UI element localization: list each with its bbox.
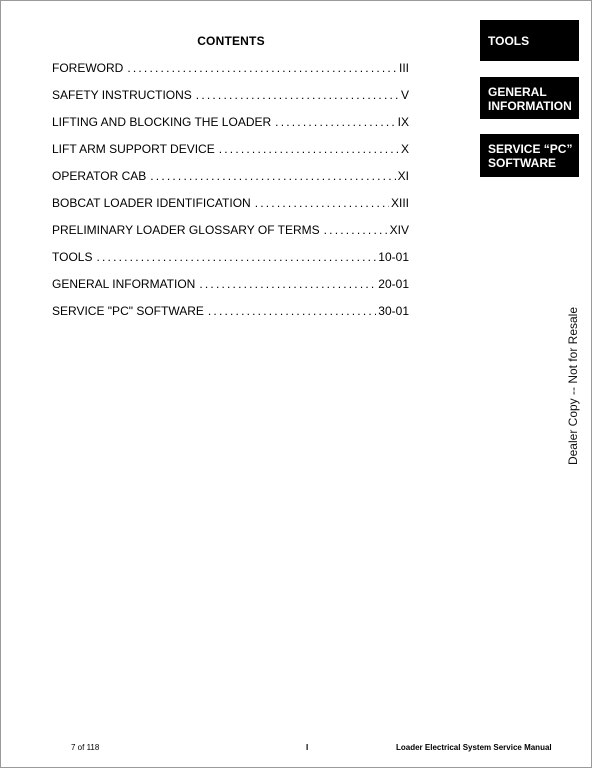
section-tab-service-pc-software[interactable] <box>480 134 579 177</box>
toc-entry-label: OPERATOR CAB <box>52 169 147 183</box>
toc-entry-tools[interactable] <box>52 250 409 277</box>
toc-entry-page: III <box>398 61 409 75</box>
table-of-contents <box>52 61 409 331</box>
toc-entry-operator-cab[interactable] <box>52 169 409 196</box>
toc-entry-page: X <box>400 142 409 156</box>
toc-entry-page: XI <box>397 169 409 183</box>
toc-leader-dots <box>150 169 395 183</box>
section-tab-label-line2: INFORMATION <box>488 99 572 113</box>
toc-entry-page: V <box>400 88 409 102</box>
section-tab-label-line2: SOFTWARE <box>488 156 556 170</box>
toc-leader-dots <box>196 88 399 102</box>
toc-entry-glossary[interactable] <box>52 223 409 250</box>
toc-entry-foreword[interactable] <box>52 61 409 88</box>
toc-leader-dots <box>199 277 376 291</box>
toc-entry-safety-instructions[interactable] <box>52 88 409 115</box>
footer-page-count: 7 of 118 <box>71 743 100 752</box>
footer-page-number: I <box>306 743 309 752</box>
toc-leader-dots <box>275 115 395 129</box>
toc-entry-label: SERVICE "PC" SOFTWARE <box>52 304 204 318</box>
toc-entry-general-information[interactable] <box>52 277 409 304</box>
toc-entry-label: GENERAL INFORMATION <box>52 277 196 291</box>
toc-entry-label: LIFT ARM SUPPORT DEVICE <box>52 142 215 156</box>
toc-leader-dots <box>255 196 389 210</box>
contents-title: CONTENTS <box>197 34 265 48</box>
toc-entry-page: 20-01 <box>378 277 409 291</box>
footer-manual-title: Loader Electrical System Service Manual <box>396 743 552 752</box>
toc-entry-lift-arm-support[interactable] <box>52 142 409 169</box>
toc-entry-label: BOBCAT LOADER IDENTIFICATION <box>52 196 251 210</box>
toc-leader-dots <box>208 304 376 318</box>
toc-entry-page: XIII <box>390 196 409 210</box>
toc-entry-label: TOOLS <box>52 250 93 264</box>
dealer-copy-watermark: Dealer Copy -- Not for Resale <box>566 306 580 466</box>
toc-entry-label: PRELIMINARY LOADER GLOSSARY OF TERMS <box>52 223 320 237</box>
toc-entry-page: IX <box>397 115 409 129</box>
toc-leader-dots <box>324 223 388 237</box>
section-tab-label: TOOLS <box>488 34 530 48</box>
toc-entry-page: 10-01 <box>378 250 409 264</box>
toc-entry-loader-identification[interactable] <box>52 196 409 223</box>
section-tab-label-line1: SERVICE “PC” <box>488 142 573 156</box>
toc-entry-page: 30-01 <box>378 304 409 318</box>
toc-entry-label: SAFETY INSTRUCTIONS <box>52 88 192 102</box>
section-tab-tools[interactable] <box>480 20 579 61</box>
section-tab-label-line1: GENERAL <box>488 85 547 99</box>
toc-leader-dots <box>127 61 397 75</box>
toc-entry-label: FOREWORD <box>52 61 124 75</box>
section-tab-general-information[interactable] <box>480 77 579 119</box>
toc-entry-service-pc-software[interactable] <box>52 304 409 331</box>
toc-leader-dots <box>219 142 399 156</box>
toc-entry-lifting-and-blocking[interactable] <box>52 115 409 142</box>
toc-entry-label: LIFTING AND BLOCKING THE LOADER <box>52 115 272 129</box>
toc-leader-dots <box>96 250 376 264</box>
toc-entry-page: XIV <box>389 223 409 237</box>
